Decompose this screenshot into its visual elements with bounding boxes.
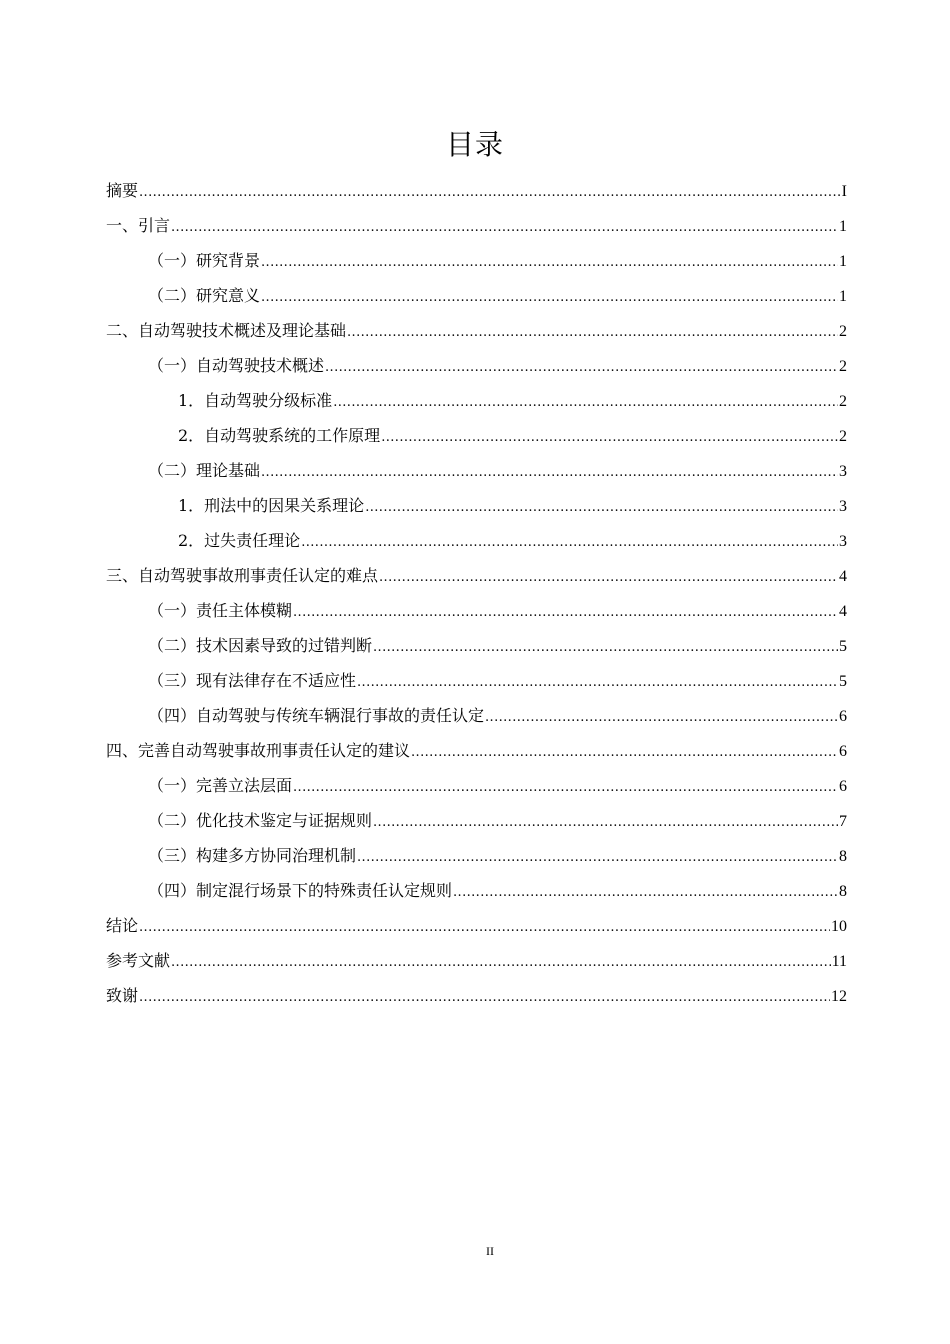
toc-entry-page: 2 — [839, 323, 847, 340]
toc-entry-page: 2 — [839, 428, 847, 445]
toc-dot-leader — [293, 600, 838, 626]
toc-dot-leader — [139, 180, 841, 206]
toc-entry-page: 4 — [839, 603, 847, 620]
toc-dot-leader — [171, 215, 838, 241]
toc-entry[interactable] — [106, 631, 847, 666]
toc-entry-page: 4 — [839, 568, 847, 585]
toc-entry-page: 3 — [839, 533, 847, 550]
page-title: 目录 — [445, 128, 504, 161]
toc-dot-leader — [333, 390, 838, 416]
toc-entry[interactable] — [106, 736, 847, 771]
toc-entry[interactable] — [106, 701, 847, 736]
toc-entry[interactable] — [106, 841, 847, 876]
toc-dot-leader — [139, 985, 830, 1011]
toc-entry[interactable] — [106, 876, 847, 911]
toc-entry-page: 11 — [831, 953, 847, 970]
page-number: II — [486, 1244, 494, 1258]
toc-entry[interactable] — [106, 561, 847, 596]
toc-entry[interactable] — [106, 421, 847, 456]
toc-dot-leader — [411, 740, 838, 766]
toc-dot-leader — [171, 950, 831, 976]
toc-entry[interactable] — [106, 351, 847, 386]
toc-entry-label: （二）优化技术鉴定与证据规则 — [148, 811, 373, 830]
toc-entry-label: （一）研究背景 — [148, 251, 261, 270]
toc-entry-label: （四）自动驾驶与传统车辆混行事故的责任认定 — [148, 706, 485, 725]
toc-dot-leader — [347, 320, 838, 346]
toc-dot-leader — [293, 775, 838, 801]
toc-entry-page: 2 — [839, 358, 847, 375]
toc-entry-label: 致谢 — [106, 986, 139, 1005]
toc-dot-leader — [357, 670, 838, 696]
toc-entry[interactable] — [106, 316, 847, 351]
toc-entry[interactable] — [106, 946, 847, 981]
toc-dot-leader — [261, 460, 838, 486]
toc-entry-page: 8 — [839, 883, 847, 900]
toc-entry-label: 四、完善自动驾驶事故刑事责任认定的建议 — [106, 741, 411, 760]
toc-entry-label: 参考文献 — [106, 951, 171, 970]
toc-entry-label: （一）完善立法层面 — [148, 776, 293, 795]
table-of-contents — [106, 176, 847, 1016]
toc-entry[interactable] — [106, 386, 847, 421]
toc-entry[interactable] — [106, 281, 847, 316]
toc-entry[interactable] — [106, 806, 847, 841]
toc-entry-label: （一）自动驾驶技术概述 — [148, 356, 325, 375]
toc-entry-page: 10 — [831, 918, 847, 935]
toc-entry-label: 结论 — [106, 916, 139, 935]
toc-dot-leader — [365, 495, 838, 521]
toc-entry-label: 1．自动驾驶分级标准 — [178, 391, 333, 410]
toc-dot-leader — [357, 845, 838, 871]
toc-entry[interactable] — [106, 771, 847, 806]
toc-entry-label: 二、自动驾驶技术概述及理论基础 — [106, 321, 347, 340]
toc-entry-page: 2 — [839, 393, 847, 410]
toc-entry-page: 12 — [831, 988, 847, 1005]
toc-entry-label: 摘要 — [106, 181, 139, 200]
toc-entry-label: （二）研究意义 — [148, 286, 261, 305]
toc-dot-leader — [261, 285, 838, 311]
toc-entry[interactable] — [106, 981, 847, 1016]
toc-entry-page: 1 — [839, 288, 847, 305]
toc-dot-leader — [139, 915, 830, 941]
toc-entry[interactable] — [106, 911, 847, 946]
toc-entry-page: 1 — [839, 253, 847, 270]
toc-entry-page: I — [841, 183, 847, 200]
toc-entry-page: 5 — [839, 673, 847, 690]
toc-entry-page: 1 — [839, 218, 847, 235]
toc-entry[interactable] — [106, 176, 847, 211]
toc-entry[interactable] — [106, 666, 847, 701]
toc-dot-leader — [373, 635, 838, 661]
toc-entry-page: 3 — [839, 463, 847, 480]
toc-entry[interactable] — [106, 491, 847, 526]
toc-entry-page: 6 — [839, 708, 847, 725]
toc-entry-page: 7 — [839, 813, 847, 830]
toc-dot-leader — [373, 810, 838, 836]
toc-entry-label: （四）制定混行场景下的特殊责任认定规则 — [148, 881, 453, 900]
toc-dot-leader — [453, 880, 838, 906]
toc-entry-page: 5 — [839, 638, 847, 655]
toc-dot-leader — [261, 250, 838, 276]
toc-dot-leader — [379, 565, 838, 591]
toc-entry-label: （三）现有法律存在不适应性 — [148, 671, 357, 690]
toc-entry-label: 2．自动驾驶系统的工作原理 — [178, 426, 381, 445]
toc-entry-label: （三）构建多方协同治理机制 — [148, 846, 357, 865]
toc-entry[interactable] — [106, 526, 847, 561]
toc-entry-page: 3 — [839, 498, 847, 515]
toc-dot-leader — [301, 530, 838, 556]
toc-entry[interactable] — [106, 456, 847, 491]
toc-dot-leader — [485, 705, 838, 731]
toc-entry-label: （一）责任主体模糊 — [148, 601, 293, 620]
toc-entry-label: 一、引言 — [106, 216, 171, 235]
toc-entry-label: （二）技术因素导致的过错判断 — [148, 636, 373, 655]
toc-entry[interactable] — [106, 211, 847, 246]
toc-entry-page: 6 — [839, 743, 847, 760]
toc-dot-leader — [325, 355, 838, 381]
toc-dot-leader — [381, 425, 838, 451]
toc-entry[interactable] — [106, 596, 847, 631]
toc-entry-label: （二）理论基础 — [148, 461, 261, 480]
toc-entry-label: 2．过失责任理论 — [178, 531, 301, 550]
toc-entry-page: 8 — [839, 848, 847, 865]
toc-entry[interactable] — [106, 246, 847, 281]
toc-entry-label: 三、自动驾驶事故刑事责任认定的难点 — [106, 566, 379, 585]
toc-entry-label: 1．刑法中的因果关系理论 — [178, 496, 365, 515]
toc-entry-page: 6 — [839, 778, 847, 795]
